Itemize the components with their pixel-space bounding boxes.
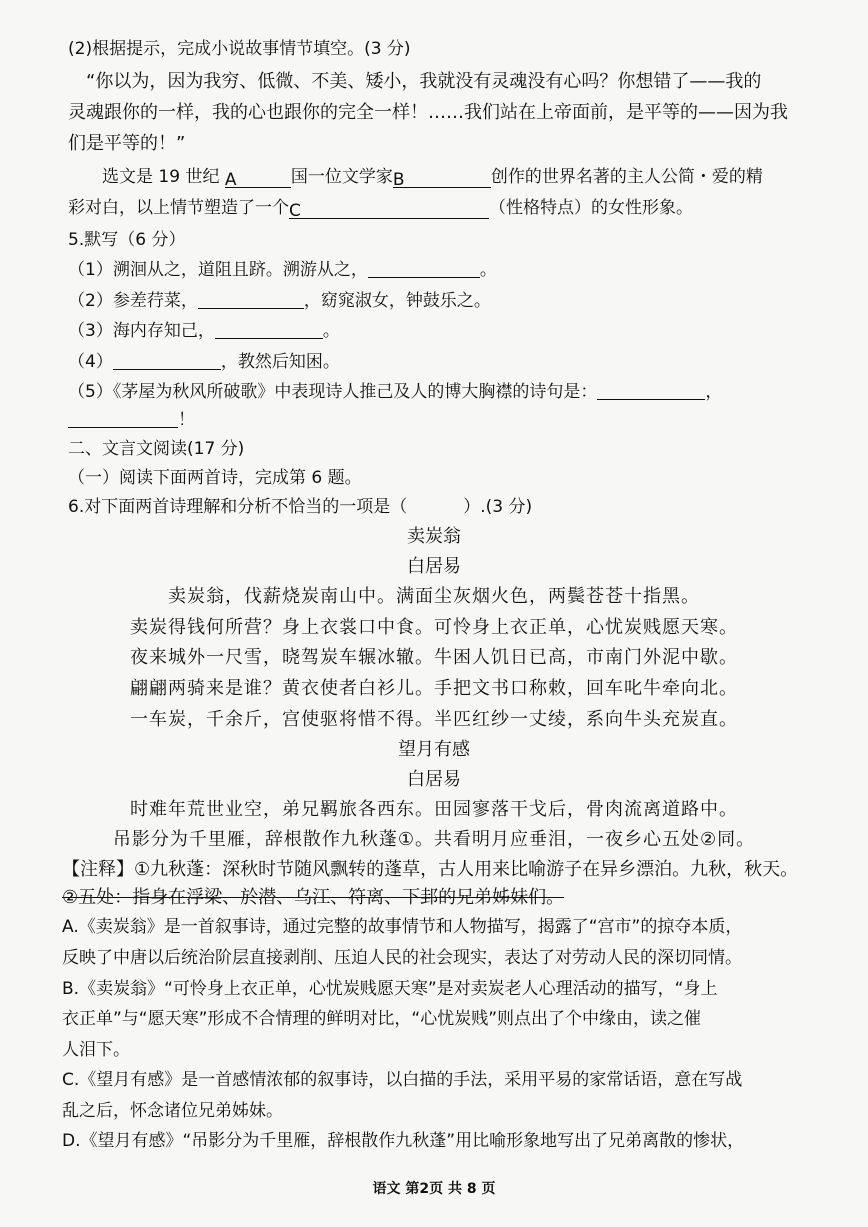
q5-blank-3[interactable] xyxy=(215,320,323,339)
blank-a[interactable]: A xyxy=(225,169,291,188)
option-c-line-2: 乱之后，怀念诸位兄弟姊妹。 xyxy=(62,1101,283,1121)
q6-stem: 6.对下面两首诗理解和分析不恰当的一项是（ ）.(3 分) xyxy=(68,497,533,517)
option-b-line-1: B.《卖炭翁》“可怜身上衣正单，心忧炭贱愿天寒”是对卖炭老人心理活动的描写，“身上 xyxy=(62,979,718,999)
q5-blank-1[interactable] xyxy=(368,259,480,278)
quote-line-3: 们是平等的！” xyxy=(68,133,186,154)
blank-c[interactable]: C xyxy=(289,200,489,219)
option-b-line-2: 衣正单”与“愿天寒”形成不合情理的鲜明对比，“心忧炭贱”则点出了个中缘由，读之催 xyxy=(62,1009,702,1029)
poem1-line: 卖炭得钱何所营？身上衣裳口中食。可怜身上衣正单，心忧炭贱愿天寒。 xyxy=(130,617,738,638)
poem2-title: 望月有感 xyxy=(398,739,470,760)
poem2-line: 吊影分为千里雁，辞根散作九秋蓬①。共看明月应垂泪，一夜乡心五处②同。 xyxy=(112,829,756,850)
q5-item-4: （4） ，教然后知困。 xyxy=(68,352,340,372)
q5-item-1: （1）溯洄从之，道阻且跻。溯游从之， 。 xyxy=(68,260,497,280)
q5-blank-5a[interactable] xyxy=(597,381,705,400)
notes-line-2: ②五处：指身在浮梁、於潜、乌江、符离、下邽的兄弟姊妹们。 xyxy=(62,887,565,908)
option-d-line-1: D.《望月有感》“吊影分为千里雁，辞根散作九秋蓬”用比喻形象地写出了兄弟离散的惨状， xyxy=(62,1131,745,1151)
fill-line-1: 选文是 19 世纪 A 国一位文学家B 创作的世界名著的主人公简・爱的精 xyxy=(102,167,763,190)
poem1-title: 卖炭翁 xyxy=(407,526,461,547)
q5-blank-2[interactable] xyxy=(198,290,304,309)
poem2-line: 时难年荒世业空，弟兄羁旅各西东。田园寥落干戈后，骨肉流离道路中。 xyxy=(130,799,738,820)
q5-item-2: （2）参差荇菜， ，窈窕淑女，钟鼓乐之。 xyxy=(68,291,491,311)
q5-heading: 5.默写（6 分） xyxy=(68,230,186,250)
q5-item-5-cont: ！ xyxy=(68,409,195,431)
quote-line-2: 灵魂跟你的一样，我的心也跟你的完全一样！……我们站在上帝面前，是平等的——因为我 xyxy=(68,102,788,123)
poem1-line: 一车炭，千余斤，宫使驱将惜不得。半匹红纱一丈绫，系向牛头充炭直。 xyxy=(130,709,738,730)
blank-b[interactable]: B xyxy=(393,169,491,188)
option-a-line-1: A.《卖炭翁》是一首叙事诗，通过完整的故事情节和人物描写，揭露了“宫市”的掠夺本质， xyxy=(62,917,743,937)
section-2-subheading: （一）阅读下面两首诗，完成第 6 题。 xyxy=(68,468,362,488)
q5-blank-5b[interactable] xyxy=(68,409,178,428)
option-a-line-2: 反映了中唐以后统治阶层直接剥削、压迫人民的社会现实，表达了对劳动人民的深切同情。 xyxy=(62,948,742,968)
fill-line-2: 彩对白，以上情节塑造了一个C （性格特点）的女性形象。 xyxy=(68,198,693,221)
quote-line-1: “你以为，因为我穷、低微、不美、矮小，我就没有灵魂没有心吗？你想错了——我的 xyxy=(86,71,762,92)
poem1-line: 翩翩两骑来是谁？黄衣使者白衫儿。手把文书口称敕，回车叱牛牵向北。 xyxy=(130,678,738,699)
q5-item-3: （3）海内存知己， 。 xyxy=(68,321,340,341)
poem1-line: 夜来城外一尺雪，晓驾炭车辗冰辙。牛困人饥日已高，市南门外泥中歇。 xyxy=(130,647,738,668)
q4-2-heading: (2)根据提示，完成小说故事情节填空。(3 分) xyxy=(68,39,411,59)
notes-line-1: 【注释】①九秋蓬：深秋时节随风飘转的蓬草，古人用来比喻游子在异乡漂泊。九秋，秋天。 xyxy=(62,859,799,880)
section-2-heading: 二、文言文阅读(17 分) xyxy=(68,439,245,459)
option-b-line-3: 人泪下。 xyxy=(62,1040,130,1060)
page-footer: 语文 第2页 共 8 页 xyxy=(372,1181,496,1197)
option-c-line-1: C.《望月有感》是一首感情浓郁的叙事诗，以白描的手法，采用平易的家常话语，意在写战 xyxy=(62,1070,743,1090)
q5-blank-4[interactable] xyxy=(113,351,221,370)
poem2-author: 白居易 xyxy=(407,769,461,790)
q5-item-5: （5）《茅屋为秋风所破歌》中表现诗人推己及人的博大胸襟的诗句是： ， xyxy=(68,382,723,402)
poem1-line: 卖炭翁，伐薪烧炭南山中。满面尘灰烟火色，两鬓苍苍十指黑。 xyxy=(168,586,700,607)
poem1-author: 白居易 xyxy=(407,556,461,577)
